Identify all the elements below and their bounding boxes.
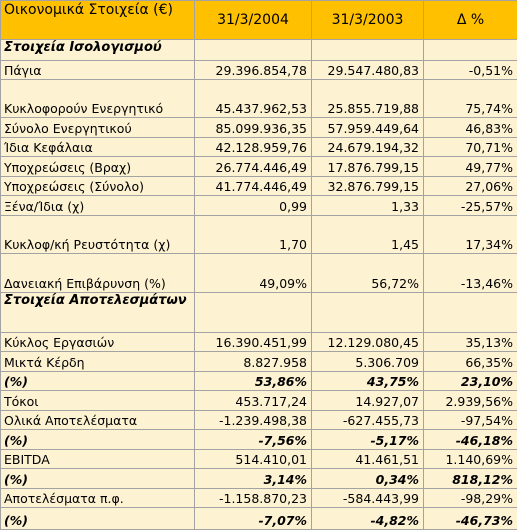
- value-2003: 56,72%: [312, 253, 424, 292]
- value-change: 2.939,56%: [424, 391, 517, 411]
- value-2003: -584.443,99: [312, 488, 424, 508]
- value-2004: 3,14%: [195, 469, 312, 489]
- value-2003: 0,34%: [312, 469, 424, 489]
- value-change: 1.140,69%: [424, 449, 517, 469]
- row-label: Στοιχεία Ισολογισμού: [1, 40, 195, 61]
- row-label: Δανειακή Επιβάρυνση (%): [1, 253, 195, 292]
- table-row: [1, 488, 517, 508]
- value-change: -13,46%: [424, 253, 517, 292]
- value-2004: 85.099.936,35: [195, 118, 312, 138]
- value-2003: [312, 40, 424, 61]
- row-label: Υποχρεώσεις (Βραχ): [1, 157, 195, 177]
- value-change: 27,06%: [424, 176, 517, 196]
- row-label: (%): [1, 469, 195, 489]
- value-2003: [312, 292, 424, 332]
- value-change: [424, 40, 517, 61]
- table-row: [1, 430, 517, 450]
- value-2003: -5,17%: [312, 430, 424, 450]
- value-change: -97,54%: [424, 410, 517, 430]
- header-label-cell: Οικονομικά Στοιχεία (€): [1, 1, 195, 40]
- value-change: -46,18%: [424, 430, 517, 450]
- row-label: Μικτά Κέρδη: [1, 352, 195, 372]
- value-2003: 14.927,07: [312, 391, 424, 411]
- value-change: -25,57%: [424, 196, 517, 216]
- section-row-results: [1, 292, 517, 332]
- value-2004: -1.239.498,38: [195, 410, 312, 430]
- value-2004: 453.717,24: [195, 391, 312, 411]
- table-row: [1, 196, 517, 216]
- table-row: [1, 449, 517, 469]
- value-change: 17,34%: [424, 215, 517, 253]
- row-label: Σύνολο Ενεργητικού: [1, 118, 195, 138]
- value-2003: 43,75%: [312, 371, 424, 391]
- value-change: 49,77%: [424, 157, 517, 177]
- table-row: [1, 118, 517, 138]
- table-row: [1, 60, 517, 80]
- table-row: [1, 469, 517, 489]
- table-row: [1, 137, 517, 157]
- row-label: Τόκοι: [1, 391, 195, 411]
- value-change: [424, 292, 517, 332]
- table-row: [1, 80, 517, 118]
- row-label: (%): [1, 508, 195, 530]
- value-2004: [195, 40, 312, 61]
- value-2004: -1.158.870,23: [195, 488, 312, 508]
- value-2003: 29.547.480,83: [312, 60, 424, 80]
- value-change: 70,71%: [424, 137, 517, 157]
- value-2004: 514.410,01: [195, 449, 312, 469]
- value-2004: 26.774.446,49: [195, 157, 312, 177]
- header-date-2003: 31/3/2003: [312, 1, 424, 40]
- table-row: [1, 253, 517, 292]
- row-label: Υποχρεώσεις (Σύνολο): [1, 176, 195, 196]
- value-2004: 1,70: [195, 215, 312, 253]
- row-label: (%): [1, 430, 195, 450]
- table-row: [1, 215, 517, 253]
- header-change-percent: Δ %: [424, 1, 517, 40]
- value-2003: 32.876.799,15: [312, 176, 424, 196]
- table-row: [1, 371, 517, 391]
- table-row: [1, 352, 517, 372]
- value-change: -98,29%: [424, 488, 517, 508]
- table-row: [1, 176, 517, 196]
- value-2003: -4,82%: [312, 508, 424, 530]
- value-change: -0,51%: [424, 60, 517, 80]
- value-change: 818,12%: [424, 469, 517, 489]
- value-2004: 29.396.854,78: [195, 60, 312, 80]
- row-label: Κυκλοφ/κή Ρευστότητα (χ): [1, 215, 195, 253]
- table-row: [1, 508, 517, 530]
- table-row: [1, 410, 517, 430]
- value-change: 23,10%: [424, 371, 517, 391]
- value-2003: 25.855.719,88: [312, 80, 424, 118]
- value-2004: -7,56%: [195, 430, 312, 450]
- value-2004: 45.437.962,53: [195, 80, 312, 118]
- value-2003: -627.455,73: [312, 410, 424, 430]
- value-2004: [195, 292, 312, 332]
- value-2003: 24.679.194,32: [312, 137, 424, 157]
- row-label: Ίδια Κεφάλαια: [1, 137, 195, 157]
- value-2004: 16.390.451,99: [195, 332, 312, 352]
- value-2004: 53,86%: [195, 371, 312, 391]
- value-2004: 42.128.959,76: [195, 137, 312, 157]
- value-change: 35,13%: [424, 332, 517, 352]
- row-label: Στοιχεία Αποτελεσμάτων: [1, 292, 195, 332]
- row-label: Ξένα/Ίδια (χ): [1, 196, 195, 216]
- table-row: [1, 391, 517, 411]
- value-2004: 8.827.958: [195, 352, 312, 372]
- table-header-row: [1, 1, 517, 40]
- row-label: (%): [1, 371, 195, 391]
- value-2004: 0,99: [195, 196, 312, 216]
- header-date-2004: 31/3/2004: [195, 1, 312, 40]
- value-change: 46,83%: [424, 118, 517, 138]
- row-label: Ολικά Αποτελέσματα: [1, 410, 195, 430]
- value-2003: 1,45: [312, 215, 424, 253]
- value-2003: 5.306.709: [312, 352, 424, 372]
- row-label: Αποτελέσματα π.φ.: [1, 488, 195, 508]
- row-label: EBITDA: [1, 449, 195, 469]
- table-row: [1, 332, 517, 352]
- row-label: Κύκλος Εργασιών: [1, 332, 195, 352]
- value-change: 66,35%: [424, 352, 517, 372]
- table-row: [1, 157, 517, 177]
- section-row-balance-sheet: [1, 40, 517, 61]
- value-change: -46,73%: [424, 508, 517, 530]
- value-2004: -7,07%: [195, 508, 312, 530]
- value-2003: 1,33: [312, 196, 424, 216]
- value-2003: 57.959.449,64: [312, 118, 424, 138]
- value-2003: 12.129.080,45: [312, 332, 424, 352]
- row-label: Πάγια: [1, 60, 195, 80]
- row-label: Κυκλοφορούν Ενεργητικό: [1, 80, 195, 118]
- value-2004: 49,09%: [195, 253, 312, 292]
- value-2003: 41.461,51: [312, 449, 424, 469]
- value-2003: 17.876.799,15: [312, 157, 424, 177]
- value-2004: 41.774.446,49: [195, 176, 312, 196]
- value-change: 75,74%: [424, 80, 517, 118]
